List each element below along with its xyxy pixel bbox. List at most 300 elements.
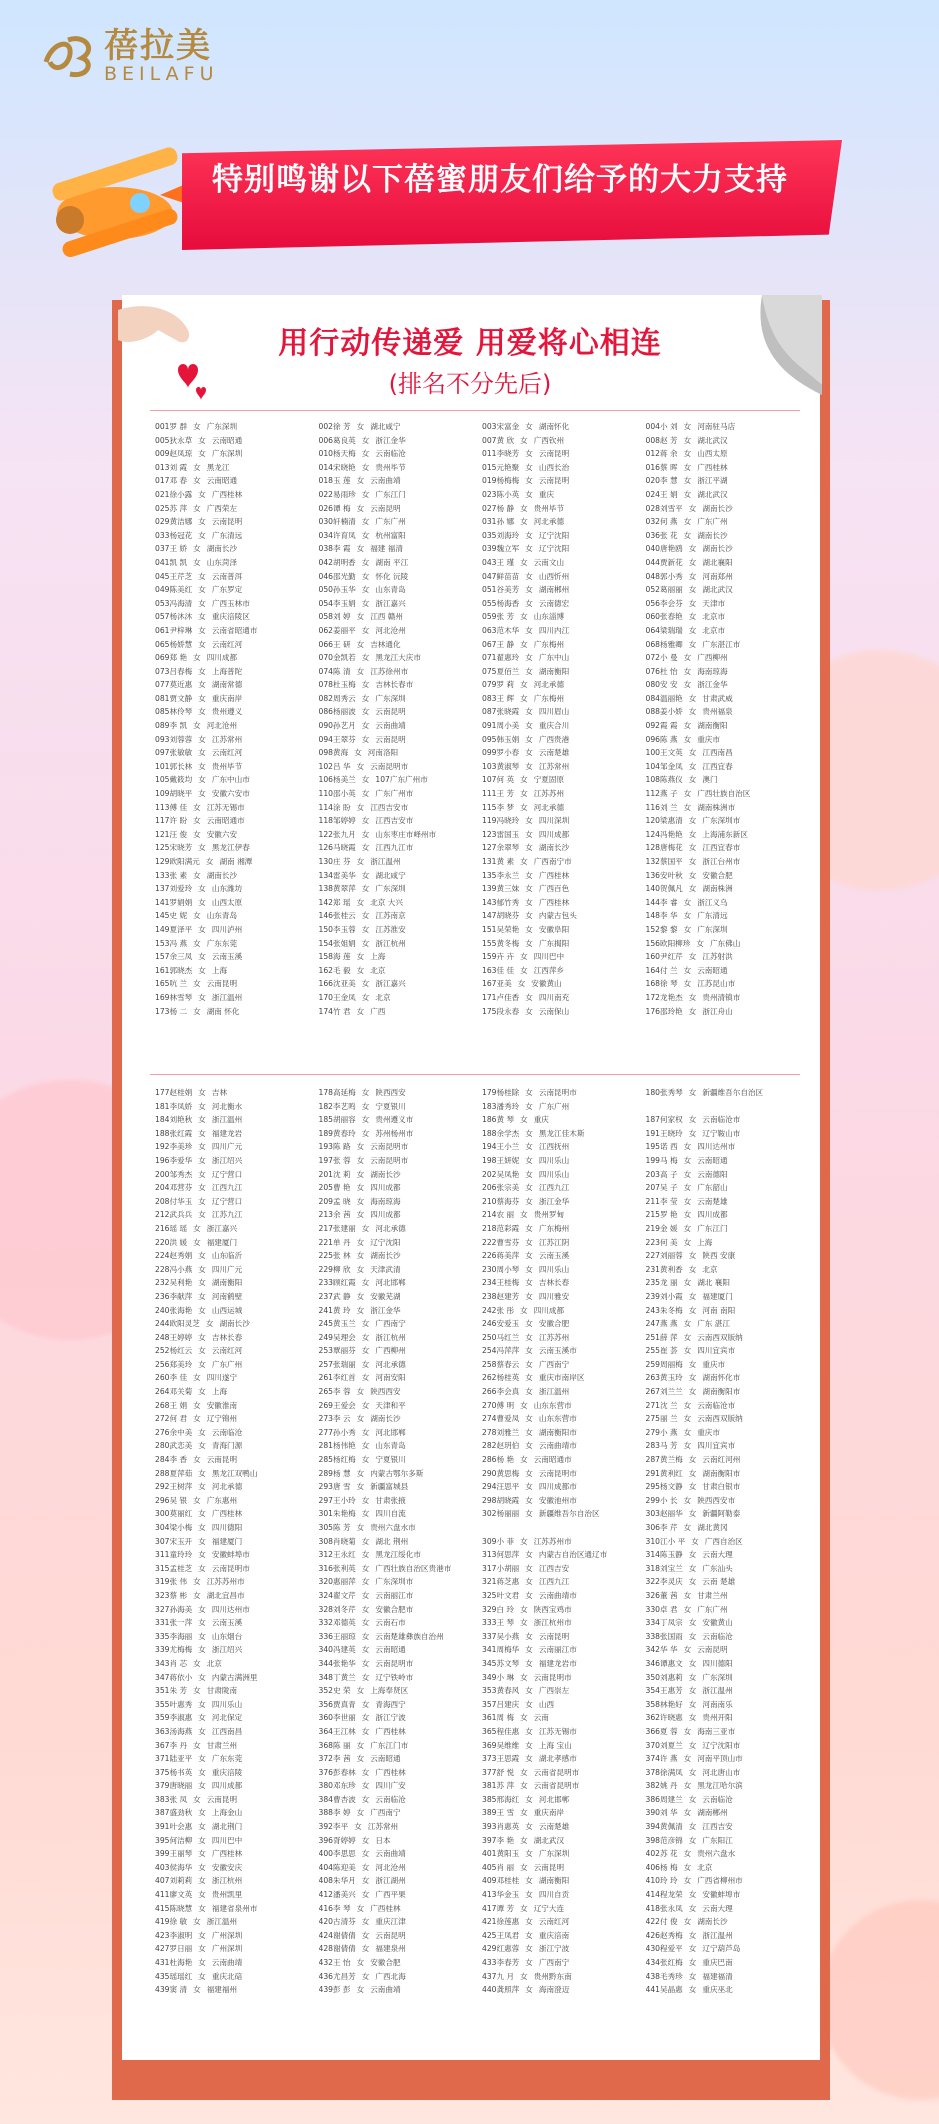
donor-location: 四川广元: [211, 1142, 243, 1152]
donor-name: 245黄玉兰: [318, 1319, 356, 1329]
donor-entry: [482, 434, 642, 448]
donor-location: 山西太原: [697, 449, 728, 459]
donor-entry: [482, 1657, 642, 1671]
donor-location: 辽宁营口: [211, 1169, 243, 1179]
donor-gender: 女: [193, 816, 201, 826]
donor-name: 107何 英: [482, 775, 515, 785]
donor-name: 095韩玉娟: [482, 734, 520, 744]
donor-location: 四川成都: [370, 1183, 401, 1193]
donor-location: 四川自贡: [538, 1890, 570, 1900]
donor-location: 海南琼海: [697, 666, 728, 676]
donor-name: 171卢佳香: [482, 992, 520, 1002]
donor-name: 286杨 艳: [482, 1455, 515, 1465]
donor-entry: [155, 1725, 315, 1739]
donor-name: 170王金凤: [318, 992, 356, 1002]
donor-gender: 女: [361, 1441, 370, 1451]
donor-entry: [482, 1399, 642, 1413]
donor-name: 396胥婷婷: [318, 1835, 356, 1845]
donor-entry: [646, 828, 806, 842]
donor-entry: [155, 882, 315, 896]
donor-location: 辽宁沈阳: [538, 530, 570, 540]
donor-location: 海南三亚市: [697, 1726, 736, 1736]
donor-entry: [482, 705, 642, 719]
donor-entry: [155, 1154, 315, 1168]
donor-location: 江苏苏州市: [533, 1536, 572, 1546]
donor-entry: [319, 638, 479, 652]
donor-location: 四川达州市: [697, 1142, 736, 1152]
donor-location: 广西荣左: [206, 503, 238, 513]
donor-gender: 女: [525, 1631, 533, 1641]
donor-gender: 女: [525, 666, 533, 676]
donor-location: 广东深圳: [702, 1672, 733, 1682]
donor-location: 四川广元: [211, 1264, 243, 1274]
donor-gender: 女: [198, 1346, 206, 1356]
donor-entry: [319, 1861, 479, 1875]
donor-entry: [319, 1739, 479, 1753]
donor-location: 云南昆明市: [211, 1563, 250, 1573]
donor-gender: 女: [525, 1577, 533, 1587]
donor-location: 杭州富阳: [375, 530, 406, 540]
donor-gender: 女: [198, 748, 206, 758]
donor-name: 214农 丽: [482, 1210, 515, 1220]
donor-location: 广东广州: [697, 517, 728, 527]
donor-name: 238赵建芳: [482, 1291, 520, 1301]
donor-gender: 女: [361, 1767, 370, 1777]
donor-gender: 女: [525, 598, 533, 608]
donor-gender: 女: [688, 707, 697, 717]
donor-gender: 女: [688, 1509, 697, 1519]
donor-entry: [646, 1806, 806, 1820]
donor-name: 274曹爱凤: [482, 1414, 520, 1424]
donor-entry: [482, 1630, 642, 1644]
donor-name: 202吴凤艳: [482, 1169, 520, 1179]
donor-gender: 女: [688, 992, 697, 1002]
donor-entry: [646, 1399, 806, 1413]
donor-entry: [155, 678, 315, 692]
donor-entry: [646, 1942, 806, 1956]
donor-gender: 女: [193, 979, 201, 989]
donor-location: 河北承德: [533, 680, 565, 690]
donor-gender: 女: [361, 1631, 370, 1641]
donor-gender: 女: [361, 598, 370, 608]
donor-name: 353黄春风: [482, 1686, 520, 1696]
donor-list-section-1: [155, 420, 805, 1018]
donor-entry: [482, 950, 642, 964]
donor-gender: 女: [525, 462, 533, 472]
donor-gender: 女: [198, 1767, 206, 1777]
donor-entry: [482, 1942, 642, 1956]
donor-entry: [155, 1453, 315, 1467]
donor-gender: 女: [688, 761, 697, 771]
donor-name: 021徐小露: [155, 489, 193, 499]
donor-entry: [155, 773, 315, 787]
donor-location: 河北保定: [211, 1713, 243, 1723]
donor-name: 223何 美: [645, 1237, 678, 1247]
donor-entry: [319, 1657, 479, 1671]
donor-name: 421徐莲惠: [482, 1917, 520, 1927]
donor-name: 014宋晓艳: [318, 462, 356, 472]
donor-name: 127余翠琴: [482, 843, 520, 853]
donor-entry: [646, 1711, 806, 1725]
donor-name: 362许晓惠: [645, 1713, 683, 1723]
donor-location: 广东深圳市: [375, 1577, 414, 1587]
donor-name: 110邵小英: [318, 789, 356, 799]
donor-gender: 女: [361, 924, 370, 934]
donor-name: 247燕 燕: [645, 1319, 678, 1329]
donor-entry: [319, 474, 479, 488]
donor-location: 广东深圳: [211, 449, 243, 459]
donor-location: 湖南衡阳: [697, 721, 728, 731]
donor-location: 浙江温州: [538, 1387, 570, 1397]
donor-entry: [155, 651, 315, 665]
donor-entry: [155, 1439, 315, 1453]
donor-gender: 女: [361, 1699, 370, 1709]
donor-gender: 女: [525, 1414, 533, 1424]
donor-gender: 女: [525, 1754, 533, 1764]
donor-name: 017邓 春: [155, 476, 188, 486]
donor-gender: 女: [688, 612, 697, 622]
donor-entry: [482, 882, 642, 896]
donor-gender: 女: [525, 1427, 533, 1437]
donor-entry: [319, 1453, 479, 1467]
donor-gender: 女: [525, 911, 533, 921]
brand-name-cn: 蓓拉美: [104, 26, 212, 66]
donor-entry: [646, 1439, 806, 1453]
donor-name: 138黄翠萍: [318, 884, 356, 894]
donor-location: 重庆巫北: [702, 1985, 733, 1995]
donor-gender: 女: [525, 829, 533, 839]
donor-gender: 女: [688, 857, 697, 866]
donor-name: 161郭晓杰: [155, 965, 193, 975]
donor-gender: 女: [688, 1686, 697, 1696]
donor-gender: 女: [198, 598, 206, 608]
donor-entry: [646, 1222, 806, 1236]
donor-name: 140贺佩凡: [645, 884, 683, 894]
donor-gender: 女: [198, 1550, 206, 1560]
donor-location: 云南曲靖: [375, 721, 406, 731]
donor-gender: 女: [193, 1414, 201, 1424]
donor-name: 237武 静: [318, 1291, 351, 1301]
donor-location: 安徽黄山: [702, 1618, 733, 1628]
donor-entry: [319, 1603, 479, 1617]
donor-name: 230周小琴: [482, 1264, 520, 1274]
donor-gender: 女: [525, 1373, 533, 1383]
donor-location: 云南西双版纳: [697, 1414, 743, 1424]
donor-entry: [319, 964, 479, 978]
donor-entry: [155, 950, 315, 964]
donor-location: 山东东营市: [538, 1414, 577, 1424]
donor-location: 贵州福泉: [702, 707, 733, 717]
donor-name: 141罗娟娟: [155, 897, 193, 907]
donor-location: 重庆江津: [375, 1917, 406, 1927]
donor-gender: 女: [198, 1958, 206, 1967]
donor-location: 云南昆明: [206, 979, 238, 989]
donor-entry: [482, 1249, 642, 1263]
donor-gender: 女: [198, 1876, 206, 1886]
donor-location: 重庆北碚: [211, 1971, 243, 1981]
donor-location: 重庆市: [702, 1359, 726, 1369]
donor-gender: 女: [356, 639, 365, 649]
donor-entry: [155, 515, 315, 529]
donor-gender: 女: [688, 1387, 697, 1397]
donor-location: 湖南长沙: [697, 1917, 728, 1927]
donor-entry: [155, 1643, 315, 1657]
donor-gender: 女: [688, 884, 697, 894]
donor-name: 198王妍妮: [482, 1155, 520, 1165]
donor-entry: [482, 1412, 642, 1426]
donor-name: 154张姐娟: [318, 938, 356, 948]
donor-name: 216瑶 瑶: [155, 1223, 188, 1233]
donor-name: 137刘爱玲: [155, 884, 193, 894]
donor-location: 青海门源: [211, 1441, 243, 1451]
donor-name: 056李会芬: [645, 598, 683, 608]
donor-entry: [319, 1820, 479, 1834]
donor-name: 231黄利香: [645, 1264, 683, 1274]
donor-location: 云南昆明市: [533, 1672, 572, 1682]
donor-gender: 女: [688, 1930, 697, 1940]
donor-location: 广东中山市: [211, 775, 250, 785]
donor-name: 114涂 盼: [318, 802, 351, 812]
donor-entry: [482, 1439, 642, 1453]
donor-entry: [482, 1426, 642, 1440]
donor-name: 343肖 芯: [155, 1658, 188, 1668]
donor-name: 324翟文芹: [318, 1590, 356, 1600]
donor-gender: 女: [683, 1645, 692, 1655]
donor-entry: [646, 882, 806, 896]
donor-location: 云南昆明市: [538, 1088, 577, 1097]
donor-gender: 女: [193, 1985, 201, 1995]
donor-name: 319张 伟: [155, 1577, 188, 1587]
donor-entry: [319, 665, 479, 679]
donor-gender: 女: [361, 435, 370, 445]
donor-entry: [482, 1181, 642, 1195]
donor-gender: 女: [361, 1944, 370, 1954]
donor-gender: 女: [688, 1468, 697, 1478]
donor-location: 四川乐山: [538, 1155, 570, 1165]
donor-gender: 女: [356, 965, 365, 975]
donor-entry: [646, 1453, 806, 1467]
donor-name: 369吴维维: [482, 1740, 520, 1750]
donor-entry: [155, 1127, 315, 1141]
donor-gender: 女: [683, 1781, 692, 1791]
donor-entry: [319, 1208, 479, 1222]
donor-gender: 女: [198, 1672, 206, 1682]
donor-gender: 女: [688, 1482, 697, 1492]
donor-location: 云南省昆明市: [533, 1767, 580, 1777]
donor-location: 黑龙江: [206, 462, 230, 472]
donor-gender: 女: [688, 1835, 697, 1845]
donor-location: 湖南长沙: [538, 843, 570, 853]
donor-entry: [155, 1874, 315, 1888]
donor-name: 403侯海华: [155, 1862, 193, 1872]
donor-name: 070金凯若: [318, 653, 356, 663]
donor-location: 怀化 沅陵: [375, 571, 409, 581]
donor-location: 广西南宁: [370, 1808, 401, 1818]
donor-location: 浙江平湖: [697, 476, 728, 486]
donor-name: 005狄永草: [155, 435, 193, 445]
donor-name: 164付 兰: [645, 965, 678, 975]
donor-location: 新疆阿勒泰: [702, 1509, 741, 1519]
donor-name: 022易雨珍: [318, 489, 356, 499]
donor-location: 河北邯郸: [538, 1794, 570, 1804]
donor-name: 057杨沐沐: [155, 612, 193, 622]
donor-entry: [646, 1290, 806, 1304]
donor-name: 025苏 萍: [155, 503, 188, 513]
donor-entry: [482, 1684, 642, 1698]
donor-location: 辽宁鞍山市: [702, 1128, 741, 1138]
donor-location: 安徽蚌埠市: [211, 1550, 250, 1560]
donor-entry: [646, 1480, 806, 1494]
brand-logo: [42, 28, 219, 84]
donor-gender: 女: [198, 884, 206, 894]
donor-gender: 女: [198, 1781, 206, 1791]
donor-entry: [482, 1222, 642, 1236]
donor-location: 山东菏泽: [206, 557, 238, 567]
donor-location: 河南洛阳: [367, 748, 399, 758]
donor-entry: [319, 1263, 479, 1277]
donor-name: 083王 辉: [482, 693, 515, 703]
donor-name: 287黄兰梅: [645, 1455, 683, 1465]
donor-gender: 女: [193, 1740, 201, 1750]
donor-name: 035刘海玲: [482, 530, 520, 540]
donor-location: 湖南衡阳: [538, 666, 570, 676]
donor-entry: [482, 529, 642, 543]
donor-gender: 女: [525, 1550, 533, 1560]
donor-gender: 女: [688, 585, 697, 595]
donor-gender: 女: [520, 557, 528, 567]
donor-name: 188余学杰: [482, 1128, 520, 1138]
donor-name: 049陈美红: [155, 585, 193, 595]
donor-entry: [646, 773, 806, 787]
donor-gender: 女: [361, 1427, 370, 1437]
donor-gender: 女: [361, 1835, 370, 1845]
donor-entry: [646, 1317, 806, 1331]
donor-name: 166沈亚美: [318, 979, 356, 989]
donor-location: 广西柳州: [697, 653, 728, 663]
donor-name: 244欧阳灵芝: [155, 1319, 200, 1329]
donor-entry: [319, 1127, 479, 1141]
donor-entry: [646, 1902, 806, 1916]
donor-name: 400李思思: [318, 1849, 356, 1859]
donor-gender: 女: [520, 1971, 528, 1981]
donor-name: 013刘 霞: [155, 462, 188, 472]
donor-name: 181李凤娇: [155, 1101, 193, 1111]
donor-name: 058刘 婷: [318, 612, 351, 622]
donor-gender: 女: [688, 816, 697, 826]
donor-name: 008赵 芳: [645, 435, 678, 445]
donor-name: 222曹雪芬: [482, 1237, 520, 1247]
donor-name: 246安爱玉: [482, 1319, 520, 1329]
donor-location: 辽宁锦州: [206, 1414, 238, 1424]
donor-entry: [482, 583, 642, 597]
donor-entry: [155, 420, 315, 434]
donor-entry: [482, 1739, 642, 1753]
donor-entry: [319, 1752, 479, 1766]
donor-name: 301朱艳梅: [318, 1509, 356, 1519]
donor-location: 云南文山: [533, 557, 565, 567]
donor-name: 435瑶瑶红: [155, 1971, 193, 1981]
donor-gender: 女: [683, 802, 692, 812]
donor-gender: 女: [520, 1536, 528, 1546]
donor-name: 062姜丽平: [318, 625, 356, 635]
donor-entry: [646, 1507, 806, 1521]
donor-name: 142郑 瑶: [318, 897, 351, 907]
donor-location: 陕西 安康: [702, 1251, 736, 1261]
donor-entry: [319, 1521, 479, 1535]
donor-entry: [319, 950, 479, 964]
donor-gender: 女: [525, 1359, 533, 1369]
donor-gender: 女: [525, 870, 533, 880]
donor-gender: 女: [361, 1658, 370, 1668]
donor-gender: 女: [356, 1183, 365, 1193]
donor-location: 北京市: [702, 625, 726, 635]
donor-entry: [646, 1970, 806, 1984]
donor-name: 405肖 丽: [482, 1862, 515, 1872]
donor-entry: [319, 1725, 479, 1739]
donor-entry: [319, 1535, 479, 1549]
donor-location: 广东深圳市: [702, 816, 741, 826]
donor-gender: 女: [361, 571, 370, 581]
donor-name: 256郑美玲: [155, 1359, 193, 1369]
donor-location: 安徽芜湖: [370, 1291, 401, 1301]
donor-location: 江苏常州: [211, 734, 243, 744]
donor-gender: 女: [198, 1305, 206, 1315]
donor-entry: [482, 1086, 642, 1100]
donor-name: 038李 霞: [318, 544, 351, 554]
donor-entry: [155, 1535, 315, 1549]
donor-gender: 女: [198, 1930, 206, 1940]
donor-name: 438毛秀珍: [645, 1971, 683, 1981]
donor-name: 034许育凤: [318, 530, 356, 540]
donor-location: 云南昆明市: [375, 1658, 414, 1668]
donor-entry: [646, 570, 806, 584]
donor-location: 内蒙古包头: [538, 911, 577, 921]
donor-entry: [319, 1005, 479, 1019]
donor-gender: 女: [683, 1210, 692, 1220]
donor-location: 山东枣庄市峄州市: [375, 829, 437, 839]
donor-gender: 女: [356, 1237, 365, 1247]
donor-entry: [646, 461, 806, 475]
donor-gender: 女: [688, 1699, 697, 1709]
donor-name: 419徐 敏: [155, 1917, 188, 1927]
donor-entry: [646, 665, 806, 679]
donor-location: 广东江门: [697, 1223, 728, 1233]
donor-entry: [319, 583, 479, 597]
donor-name: 243朱冬梅: [645, 1305, 683, 1315]
donor-name: 399王丽琴: [155, 1849, 193, 1859]
donor-location: 山东淄博: [533, 612, 565, 622]
donor-name: 150李玉蓉: [318, 924, 356, 934]
donor-location: 浙江金华: [370, 1305, 401, 1315]
donor-gender: 女: [198, 1482, 206, 1492]
slogan-title: 用行动传递爱 用爱将心相连: [278, 326, 662, 361]
donor-list-section-2: [155, 1086, 805, 1997]
donor-name: 086杨丽波: [318, 707, 356, 717]
donor-gender: 女: [525, 843, 533, 853]
donor-location: 云南省昭通市: [211, 625, 258, 635]
donor-entry: [319, 869, 479, 883]
donor-gender: 女: [361, 585, 370, 595]
donor-gender: 女: [688, 1128, 697, 1138]
donor-gender: 女: [688, 1264, 697, 1274]
donor-name: 016蔡 晖: [645, 462, 678, 472]
donor-location: 吉林: [211, 1088, 228, 1097]
donor-location: 云南红河: [538, 1917, 570, 1927]
donor-location: 广东 湛江: [697, 1319, 730, 1329]
donor-entry: [319, 760, 479, 774]
donor-gender: 女: [520, 1604, 528, 1614]
donor-location: 浙江温州: [702, 1930, 733, 1940]
